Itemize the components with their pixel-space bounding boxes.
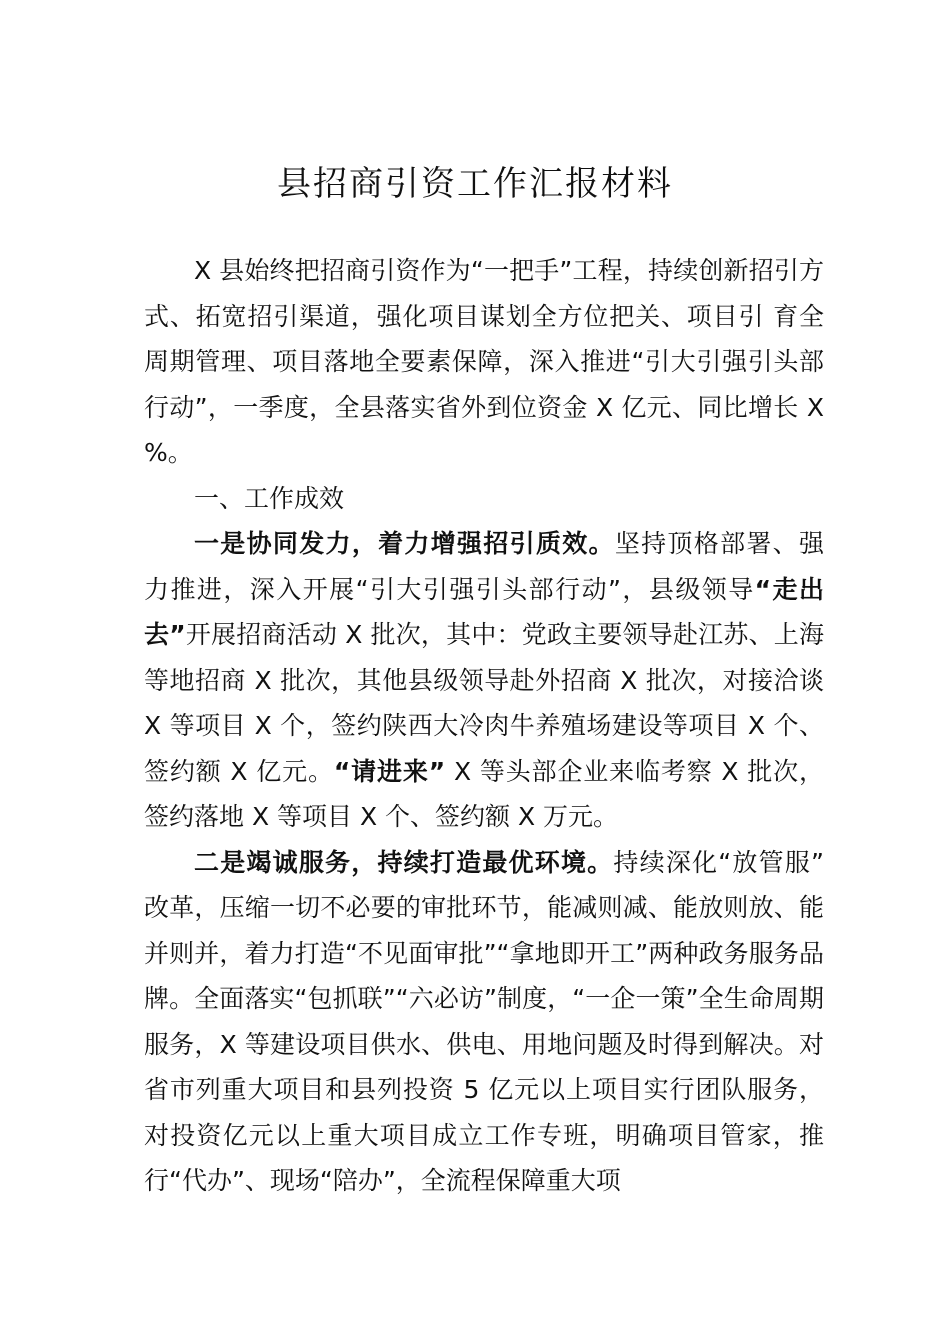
paragraph-1-text-a: 坚持顶格部署、强 力推进，深入开展“引大引强引头部行动”，县级领导 bbox=[144, 529, 824, 604]
paragraph-1 bbox=[144, 521, 824, 840]
paragraph-1-lead: 一是协同发力，着力增强招引质效。 bbox=[194, 529, 615, 558]
section-heading: 一、工作成效 bbox=[194, 483, 345, 513]
paragraph-1-text-b: 开展招商活动 X 批次，其中：党政主要领导赴江苏、上海等地招商 X 批次，其他县级领导赴外招商 X 批次，对接洽谈 X 等项目 X 个，签约陕西大冷肉牛养殖场建设等项目 X 个、签约额 X 亿元。 bbox=[144, 620, 824, 786]
paragraph-1-quote-a: “走出去” bbox=[144, 574, 824, 649]
paragraph-2-lead: 二是竭诚服务，持续打造最优环境。 bbox=[194, 847, 614, 877]
document-title: 县招商引资工作汇报材料 bbox=[277, 164, 673, 204]
paragraph-2-text: 持续深化“放管服” 改革，压缩一切不必要的审批环节，能减则减、能放则放、能并则并，着力打造“不见面审批”“拿地即开工”两种政务服务品牌。全面落实“包抓联”“六必访”制度，“一企一策”全生命周期服务，X 等建设项目供水、供电、用地问题及时得到解决。对省市列重大项目和县列投资 5 亿元以上项目实行团队服务，对投资亿元以上重大项目成立工作专班，明确项目管家，推行“代办”、现场“陪办”，全流程保障重大项 bbox=[144, 847, 824, 1195]
document-body bbox=[144, 248, 824, 1204]
paragraph-1-quote-b: “请进来” bbox=[333, 756, 446, 786]
paragraph-1-text-c: X 等头部企业来临考察 X 批次，签约落地 X 等项目 X 个、签约额 X 万元。 bbox=[144, 756, 824, 831]
paragraph-2 bbox=[144, 840, 824, 1204]
intro-paragraph: X 县始终把招商引资作为“一把手”工程，持续创新招引方式、拓宽招引渠道，强化项目谋划全方位把关、项目引 育全周期管理、项目落地全要素保障，深入推进“引大引强引头部行动”，一季度，全县落实省外到位资金 X 亿元、同比增长 X %。 bbox=[144, 256, 824, 467]
